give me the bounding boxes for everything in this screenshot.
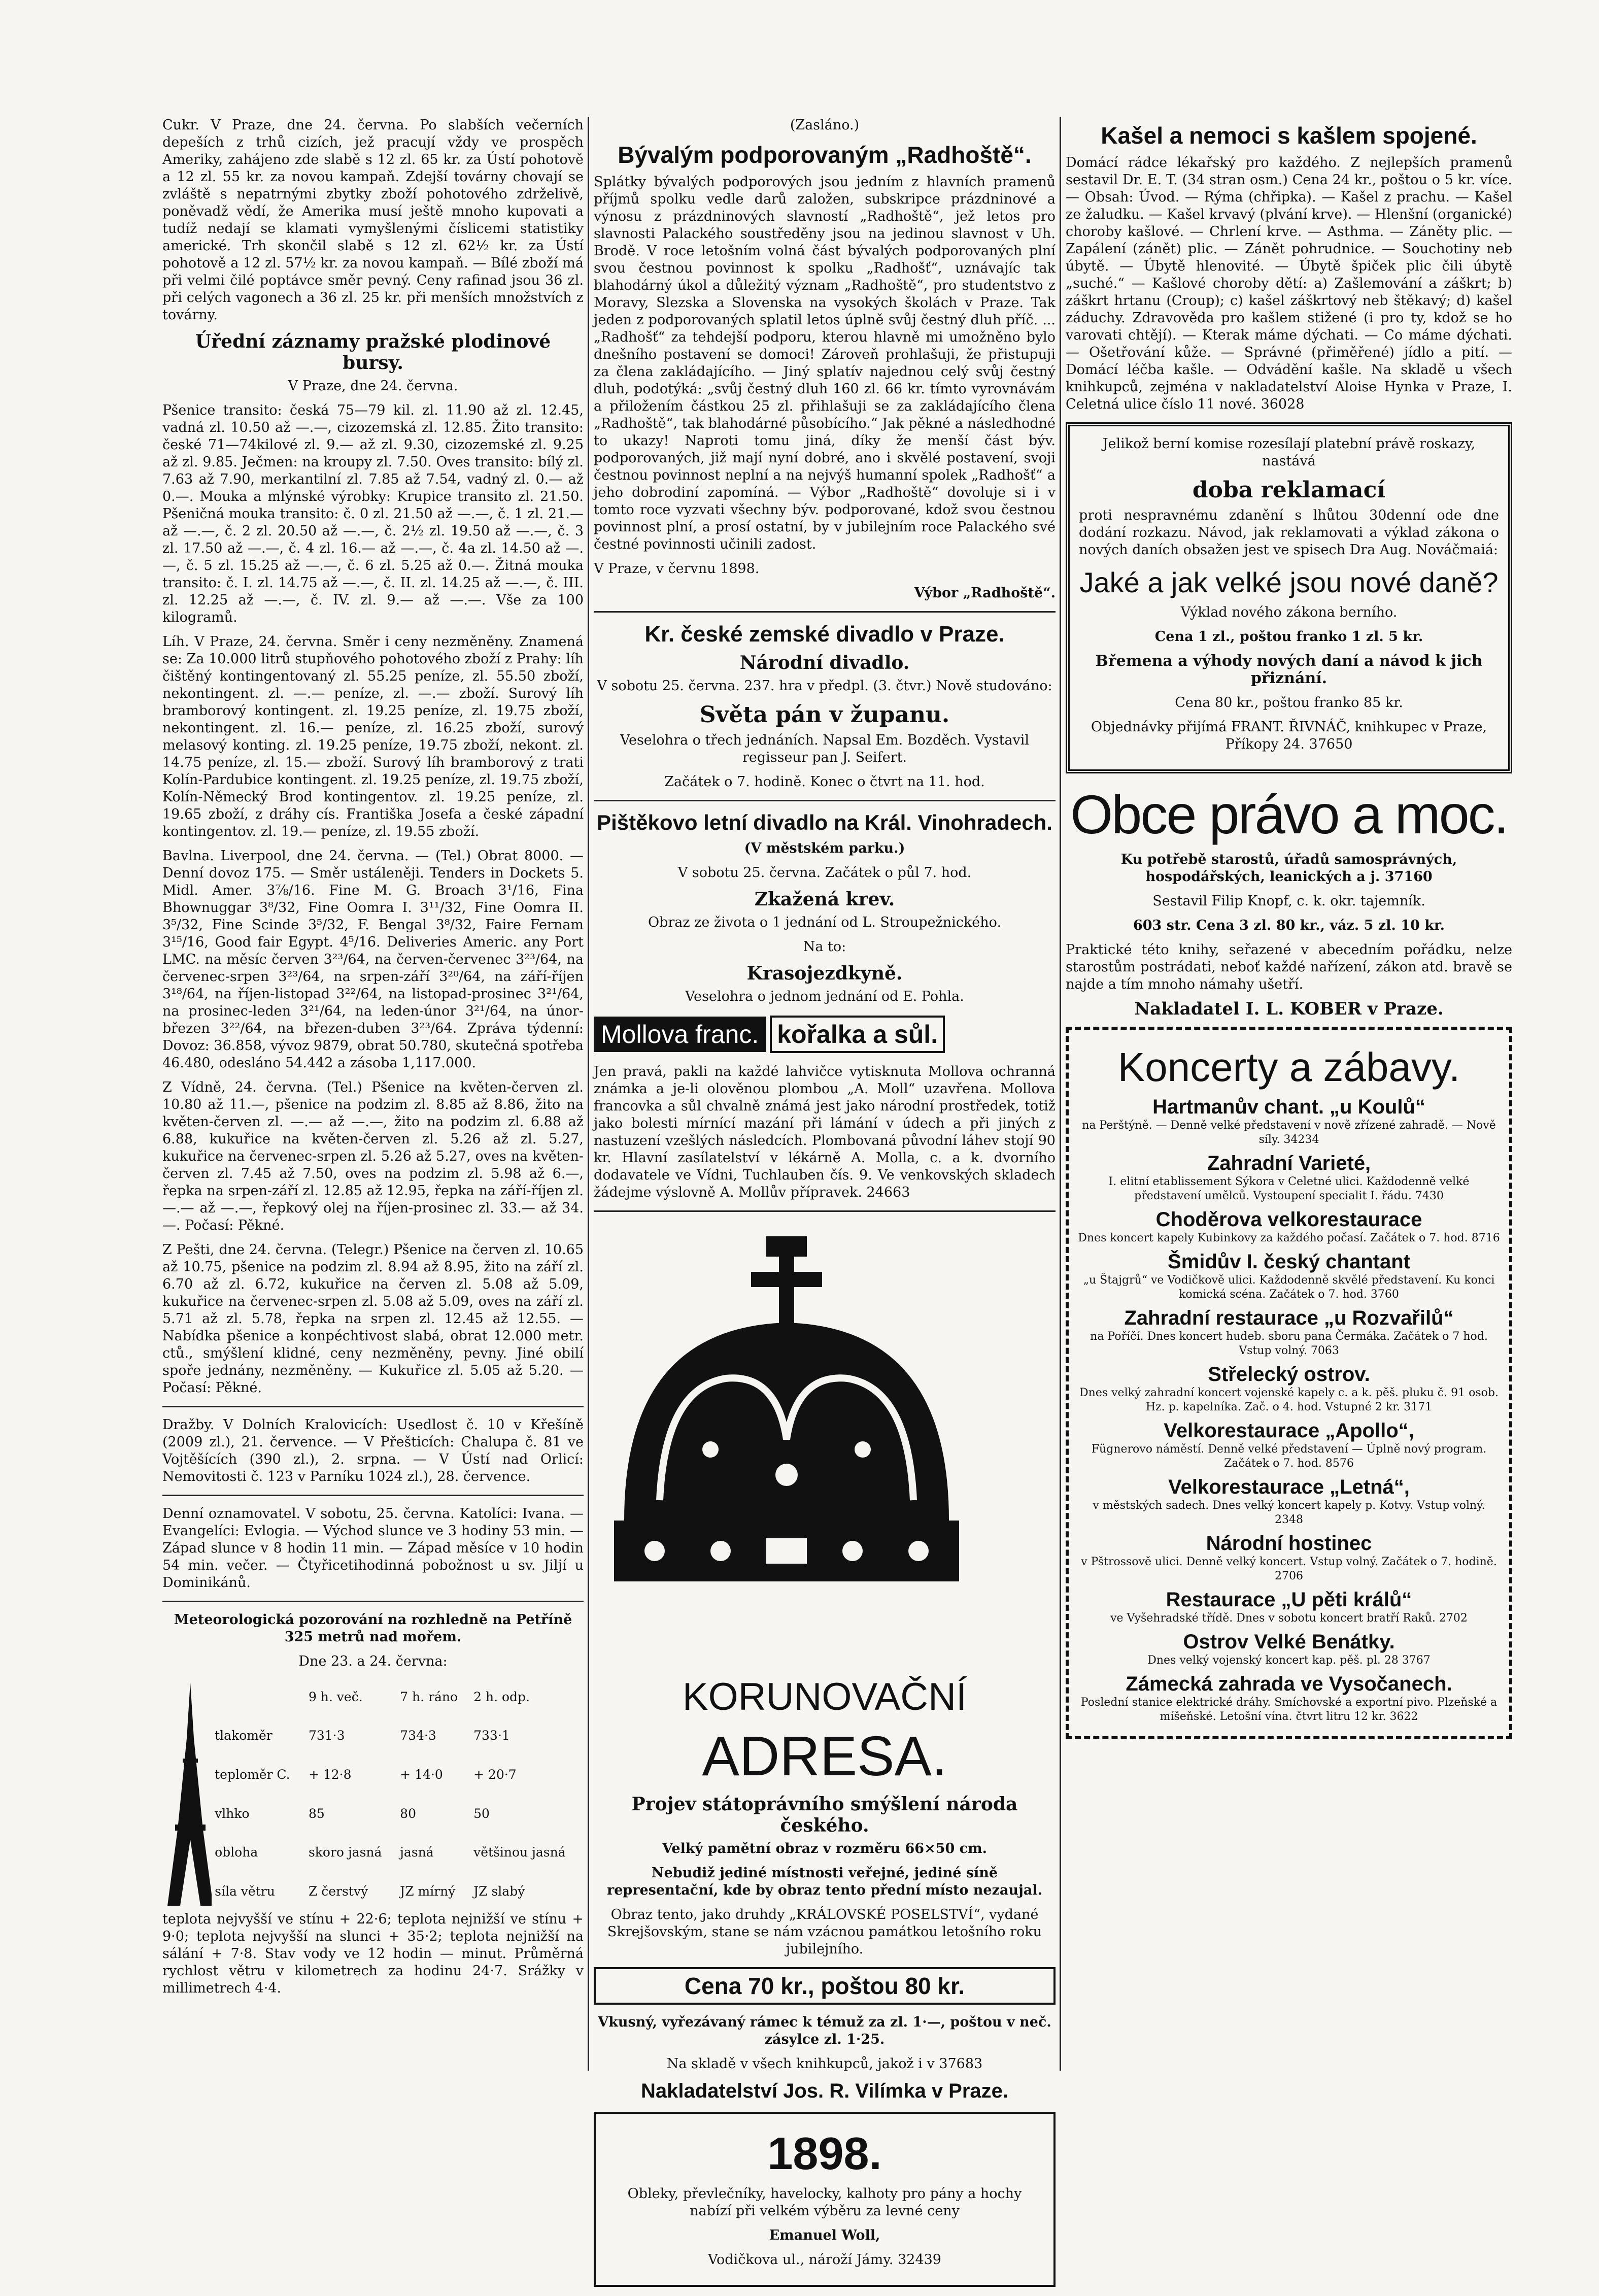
divider: [162, 1601, 584, 1602]
pistek-next: Na to:: [803, 939, 846, 955]
divider: [594, 1210, 1056, 1212]
kasel-title: Kašel a nemoci s kašlem spojené.: [1101, 122, 1477, 149]
meteo-block: [162, 1677, 584, 1911]
dane-cena2: Cena 80 kr., poštou franko 85 kr.: [1175, 695, 1403, 711]
pistek-play: Zkažená krev.: [754, 889, 895, 910]
divider: [594, 800, 1056, 801]
pistek-line: V sobotu 25. června. Začátek o půl 7. hod.: [677, 865, 972, 881]
meteo-row: tlakoměr 731·3 734·3 733·1: [215, 1728, 510, 1743]
adresa-pub: Nakladatelství Jos. R. Vilímka v Praze.: [640, 2080, 1009, 2102]
meteo-header: 9 h. več. 7 h. ráno 2 h. odp.: [308, 1689, 530, 1704]
radhost-title: Bývalým podporovaným „Radhoště“.: [618, 142, 1032, 168]
venue-name: Velkorestaurace „Letná“,: [1168, 1476, 1410, 1498]
adresa-t2: ADRESA.: [702, 1725, 947, 1787]
crown-illustration: [594, 1236, 979, 1652]
venue-desc: Poslední stanice elektrické dráhy. Smíchovské a exportní pivo. Plzeňské a míšeňské. Letošní vína. čtvrt litru 12 kr. 3622: [1080, 1696, 1498, 1723]
venue-desc: Dnes koncert kapely Kubinkovy za každého počasí. Začátek o 7. hod. 8716: [1078, 1232, 1500, 1244]
pistek-desc2: Veselohra o jednom jednání od E. Pohla.: [685, 989, 964, 1004]
venue-desc: Fügnerovo náměstí. Denně velké představení — Úplně nový program. Začátek o 7. hod. 8576: [1091, 1443, 1487, 1470]
venue-name: Velkorestaurace „Apollo“,: [1164, 1420, 1414, 1442]
adresa-t1: KORUNOVAČNÍ: [682, 1675, 967, 1718]
venue-name: Zámecká zahrada ve Vysočanech.: [1126, 1673, 1452, 1695]
venue-desc: „u Štajgrů“ ve Vodičkově ulici. Každodenně skvělé představení. Ku konci komická scéna. Začátek o 7. hod. 3760: [1083, 1274, 1495, 1301]
venue-name: Zahradní restaurace „u Rozvařilů“: [1124, 1307, 1454, 1329]
divadlo-sub: Národní divadlo.: [739, 652, 910, 673]
venue-desc: I. elitní etablissement Sýkora v Celetné ulici. Každodenně velké představení umělců. Vystoupení specialit I. řádu. 7430: [1108, 1175, 1470, 1202]
pistek-play2: Krasojezdkyně.: [746, 963, 903, 984]
obce-auth: Sestavil Filip Knopf, c. k. okr. tajemník.: [1152, 893, 1425, 909]
urední-body: Pšenice transito: česká 75—79 kil. zl. 11.90 až zl. 12.45, vadná zl. 10.50 až —.—, cizozemská zl. 12.85. Žito transito: české 71—74kilové zl. 9.— až zl. 9.30, cizozemské zl. 9.25 až zl. 9.85. Ječmen: na kroupy zl. 7.50. Oves transito: bílý zl. 7.63 až 7.90, merkantilní zl. 7.85 až 7.54, vadný zl. 0.— až 0.—. Mouka a mlýnské výrobky: Krupice transito zl. 21.50. Pšeničná mouka transito: č. 0 zl. 21.50 až —.—, č. 1 zl. 21.— až —.—, č. 2 zl. 20.50 až —.—, č. 2½ zl. 19.50 až —.—, č. 3 zl. 17.50 až —.—, č. 4 zl. 16.— až —.—, č. 4a zl. 14.50 až —.—, č. 5 zl. 15.25 až —.—, č. 6 zl. 5.25 až 0.—. Žitná mouka transito: č. I. zl. 14.75 až —.—, č. II. zl. 14.25 až —.—, č. III. zl. 12.25 až —.—, č. IV. zl. 9.— až —.—. Vše za 100 kilogramů.: [162, 402, 584, 625]
lih-report: Líh. V Praze, 24. června. Směr i ceny nezměněny. Znamená se: Za 10.000 litrů stupňového pohotového zboží z Prahy: líh čištěný kontingentovaný zl. 55.25 peníze, zl. 55.50 zboží, nekontingent. zl. —.— peníze, zl. —.— zboží. Surový líh bramborový kontingent. zl. 19.25 peníze, zl. 19.75 zboží, nekontingent. zl. 16.— peníze, zl. 16.25 zboží, surový melasový konting. zl. 19.25 peníze, 19.75 zboží, nekont. zl. 14.75 peníze, zl. 15.— zboží. Surový líh bramborový z trati Kolín-Pardubice kontingent. zl. 19.25 peníze, zl. 19.75 zboží, Kolín-Německý Brod kontingentov. zl. 19.25 peníze, zl. 19.65 zboží, z dráhy cís. Františka Josefa a české západní kontingentov. zl. 19.— peníze, zl. 19.55 zboží.: [162, 634, 584, 839]
eiffel-tower-icon: [162, 1677, 212, 1911]
meteo-date: Dne 23. a 24. června:: [298, 1653, 448, 1669]
dane-big: Jaké a jak velké jsou nové daně?: [1079, 566, 1499, 598]
venue-desc: Dnes velký vojenský koncert kap. pěš. pl. 28 3767: [1147, 1654, 1431, 1667]
meteo-title: Meteorologická pozorování na rozhledně na Petříně 325 metrů nad mořem.: [174, 1612, 572, 1645]
venue-desc: Dnes velký zahradní koncert vojenské kapely c. a k. pěš. pluku č. 91 osob. Hz. p. kapelníka. Zač. o 4. hod. Vstupné 2 kr. 3171: [1079, 1387, 1499, 1413]
pistek-title: Pištěkovo letní divadlo na Král. Vinohradech.: [597, 811, 1052, 834]
radhost-sign: Výbor „Radhoště“.: [914, 585, 1056, 601]
venue-desc: ve Vyšehradské třídě. Dnes v sobotu koncert bratří Raků. 2702: [1110, 1612, 1468, 1625]
obce-sub: Ku potřebě starostů, úřadů samosprávných, hospodářských, leanických a j. 37160: [1120, 852, 1457, 885]
moll-banner: [594, 1016, 1056, 1053]
woll-ad: [594, 2112, 1056, 2287]
woll-addr: Vodičkova ul., nároží Jámy. 32439: [708, 2252, 941, 2268]
viden-report: Z Vídně, 24. června. (Tel.) Pšenice na květen-červen zl. 10.80 až 11.—, pšenice na podzim zl. 8.85 až 8.86, žito na květen-červen zl. —.— až —.—, žito na podzim zl. 6.88 až 6.88, kukuřice na květen-červen zl. 5.26 až zl. 5.27, kukuřice na červenec-srpen zl. 5.26 až 5.27, oves na květen-červen zl. 7.45 až 7.50, oves na podzim zl. 5.98 až 6.—, řepka na srpen-září zl. 12.85 až 12.95, řepka na září-říjen zl. —.— až —.—, řepkový olej na říjen-prosinec zl. 33.— až 34.—. Počasí: Pěkné.: [162, 1079, 584, 1233]
column-rule-1: [588, 117, 589, 2071]
woll-name: Emanuel Woll,: [769, 2227, 880, 2243]
dane-ad: [1066, 422, 1512, 773]
zaslano: (Zasláno.): [790, 117, 860, 133]
urední-date: V Praze, dne 24. června.: [288, 378, 458, 394]
obce-pub: Nakladatel I. L. KOBER v Praze.: [1134, 999, 1444, 1019]
meteo-table: [212, 1677, 584, 1911]
venue-name: Šmidův I. český chantant: [1168, 1251, 1410, 1273]
dane-body: proti nespravnému zdanění s lhůtou 30denní ode dne dodání rozkazu. Návod, jak reklamovati a výklad zákona o nových daních obsažen jest ve spisech Dra Aug. Nováčmaiá:: [1079, 508, 1499, 558]
divadlo-play: Světa pán v županu.: [699, 702, 950, 728]
adresa-price: Cena 70 kr., poštou 80 kr.: [594, 1967, 1056, 2005]
woll-year: 1898.: [767, 2129, 882, 2179]
dane-cena: Cena 1 zl., poštou franko 1 zl. 5 kr.: [1154, 629, 1423, 645]
pistek-desc: Obraz ze života o 1 jednání od L. Stroupežnického.: [648, 915, 1002, 930]
divider: [594, 611, 1056, 613]
adresa-l3: Nebudiž jediné místnosti veřejné, jediné síně representační, kde by obraz tento přední místo nezaujal.: [607, 1865, 1042, 1898]
meteo-row: teploměr C. + 12·8 + 14·0 + 20·7: [215, 1767, 517, 1782]
obce-big: Obce právo a moc.: [1070, 784, 1508, 845]
divadlo-title: Kr. české zemské divadlo v Praze.: [644, 622, 1005, 647]
kasel-body: Domácí rádce lékařský pro každého. Z nejlepších pramenů sestavil Dr. E. T. (34 stran osm.) Cena 24 kr., poštou o 5 kr. více. — Obsah: Úvod. — Rýma (chřipka). — Kašel z prachu. — Kašel ze žaludku. — Kašel krvavý (plvání krve). — Hlenšní (organické) choroby kašlové. — Chrlení krve. — Asthma. — Záněty plic. — Zapálení (zánět) plic. — Zánět pohrudnice. — Souchotiny neb úbytě. — Úbytě hlenovité. — Úbytě špiček plic čili úbytě „suché.“ — Kašlové choroby dětí: a) Zašlemování a záškrt; b) záškrt hrtanu (Croup); c) kašel záškrtový neb štěkavý; d) kašel záduchy. Zdravověda pro kašlem stižené (i pro ty, kdož se ho varovati chtějí). — Kterak máme dýchati. — Co máme dýchati. — Ošetřování kůže. — Správné (přiměřené) jídlo a pití. — Domácí léčba kašle. — Odvádění kašle. Na skladě u všech knihkupců, zejména v nakladatelství Aloise Hynka v Praze, I. Celetná ulice číslo 11 nové. 36028: [1066, 155, 1512, 412]
divider: [162, 1495, 584, 1496]
koncerty-title: Koncerty a zábavy.: [1117, 1044, 1460, 1090]
moll-left: Mollova franc.: [594, 1017, 766, 1052]
meteo-row: obloha skoro jasná jasná většinou jasná: [215, 1845, 566, 1860]
venue-name: Restaurace „U pěti králů“: [1166, 1589, 1412, 1611]
bavlna-report: Bavlna. Liverpool, dne 24. června. — (Tel.) Obrat 8000. — Denní dovoz 175. — Směr ustáleněji. Tenders in Dockets 5. Midl. Amer. 3⅞/16. Fine M. G. Broach 3¹/16, Fina Bhownuggar 3⁸/32, Fine Oomra I. 3¹¹/32, Fine Oomra II. 3⁵/32, Fine Scinde 3⁵/32, F. Bengal 3⁸/32, Faire Fernam 3¹⁵/16, Good fair Egypt. 4⁵/16. Deliveries Americ. any Port LMC. na měsíc červen 3²³/64, na červen-červenec 3²³/64, na červenec-srpen 3²³/64, na srpen-září 3²⁰/64, na září-říjen 3¹⁸/64, na říjen-listopad 3²²/64, na listopad-prosinec 3²¹/64, na prosinec-leden 3²¹/64, na leden-únor 3²¹/64, na únor-březen 3²²/64, na březen-duben 3²³/64. Zpráva týdenní: Dovoz: 36.858, vývoz 9879, obrat 50.780, skutečná spotřeba 46.480, odesláno 54.442 a zásoba 1,117.000.: [162, 848, 584, 1071]
meteo-row: vlhko 85 80 50: [215, 1806, 490, 1821]
dane-obj: Objednávky přijímá FRANT. ŘIVNÁČ, knihkupec v Praze, Příkopy 24. 37650: [1091, 719, 1487, 752]
pistek-sub: (V městském parku.): [744, 840, 905, 856]
column-middle: [594, 117, 1056, 2296]
pest-report: Z Pešti, dne 24. června. (Telegr.) Pšenice na červen zl. 10.65 až 10.75, pšenice na podzim zl. 8.94 až 8.95, žito na září zl. 6.70 až zl. 6.72, kukuřice na červen zl. 5.08 až 5.09, kukuřice na červenec-srpen zl. 5.08 až 5.09, oves na září zl. 5.71 až zl. 5.78, řepka na srpen zl. 12.45 až 12.55. — Nabídka pšenice a konpéchtivost slabá, obrat 12.000 metr. ctů., smýšlení klidné, ceny nezměněny, pevny. Jiné obilí spoře jednány, nezměněny. — Kukuřice zl. 5.05 až 5.20. — Počasí: Pěkné.: [162, 1242, 584, 1396]
adresa-l4: Obraz tento, jako druhdy „KRÁLOVSKÉ POSELSTVÍ“, vydané Skrejšovským, stane se nám vzácnou památkou letošního roku jubilejního.: [607, 1907, 1042, 1957]
venue-name: Choděrova velkorestaurace: [1155, 1208, 1422, 1231]
venue-name: Hartmanův chant. „u Koulů“: [1152, 1096, 1425, 1118]
venue-desc: na Poříčí. Dnes koncert hudeb. sboru pana Čermáka. Začátek o 7 hod. Vstup volný. 7063: [1090, 1330, 1488, 1357]
dane-vyklad: Výklad nového zákona berního.: [1180, 604, 1398, 620]
venue-desc: na Perštýně. — Denně velké představení v nově zřízené zahradě. — Nově síly. 34234: [1082, 1119, 1496, 1146]
dane-intro: Jelikož berní komise rozesílají platební právě roskazy, nastává: [1102, 436, 1476, 469]
column-left: [162, 117, 584, 2004]
meteo-row: síla větru Z čerstvý JZ mírný JZ slabý: [215, 1884, 525, 1899]
venue-name: Střelecký ostrov.: [1208, 1363, 1370, 1386]
obce-price: 603 str. Cena 3 zl. 80 kr., váz. 5 zl. 10 kr.: [1133, 918, 1445, 933]
venue-name: Ostrov Velké Benátky.: [1183, 1631, 1395, 1653]
moll-body: Jen pravá, pakli na každé lahvičce vytisknuta Mollova ochranná známka a je-li olověnou plombou „A. Moll“ uzavřena. Mollova francovka a sůl chvalně známá jest jako národní prostředek, totiž jako bolesti mírnící mazání při lámání v údech a při jiných z nastuzení vzešlých následcích. Plombovaná původní láhev stojí 90 kr. Hlavní zasílatelství v lékárně A. Molla, c. a k. dvorního dodavatele ve Vídni, Tuchlauben čís. 9. Ve venkovských skladech žádejme výslovně A. Mollův přípravek. 24663: [594, 1064, 1056, 1200]
column-rule-2: [1060, 117, 1061, 2071]
venue-name: Národní hostinec: [1206, 1532, 1372, 1555]
adresa-shop: Na skladě v všech knihkupců, jakož i v 37683: [666, 2056, 983, 2072]
divider: [162, 1406, 584, 1407]
urední-title: Úřední záznamy pražské plodinové bursy.: [195, 331, 551, 374]
column-right: [1066, 117, 1512, 1748]
obce-body: Praktické této knihy, seřazené v abecedním pořádku, nelze starostům postrádati, neboť každé nařízení, zákon atd. bravě se najde a tím mnoho námahy ušetří.: [1066, 942, 1512, 992]
radhost-date: V Praze, v červnu 1898.: [594, 561, 760, 577]
cukr-report: Cukr. V Praze, dne 24. června. Po slabších večerních depeších z trhů cizích, jež pracují vždy ve prospěch Ameriky, zahájeno zde slabě s 12 zl. 65 kr. za Ústí pohotově a 12 zl. 55 kr. za novou kampaň. Zdejší továrny chovají se zvláště s nepatrnými zbytky zboží pohotového zdrželivě, poněvadž vědí, že Amerika musí ještě mnoho kupovati a tudíž nedají se klamati vymyšlenými číslicemi statistiky americké. Trh skončil slabě s 12 zl. 62½ kr. za Ústí pohotově a 12 zl. 57½ kr. za novou kampaň. — Bílé zboží má při velmi čilé poptávce směr pevný. Ceny rafinad jsou 36 zl. při celých vagonech a 36 zl. 25 kr. při menších množstvích z továrny.: [162, 117, 584, 323]
radhost-body: Splátky bývalých podporových jsou jedním z hlavních pramenů příjmů spolku vedle darů založen, subskripce prázdninové a výnosu z prázdninových slavností „Radhoště“, jež letos pro slavnosti Palackého soustředěny jsou na jedinou slavnost v Uh. Brodě. V roce letošním volná část bývalých podporovaných plní svou čestnou povinnost k spolku „Radhošť“, uznávajíc tak blahodárný úkol a důležitý význam „Radhoště“, pro studentstvo z Moravy, Slezska a Slovenska na vysokých školách v Praze. Tak jeden z podporovaných splatil letos úplně svůj čestný dluh příč. ... „Radhošť“ za tehdejší podporu, kterou hlavně mi umožněno bylo dnešního postavení se domoci! Zároveň prohlašuji, že přistupuji za člena zakládajícího. — Jiný splatív najednou celý svůj čestný dluh, podotýká: „svůj čestný dluh 160 zl. 66 kr. tímto vyrovnávám a přiložením částkou 25 zl. přihlašuji se za zakládajícího člena „Radhoště“, tak blahodárné působícího.“ Jak pěkné a následhodné to ukazy! Naproti tomu jiná, díky že menší část býv. podporovaných, již mají nyní dobré, ano i skvělé postavení, svoji čestnou povinnost neplní a na nejvýš humanní spolek „Radhošť“ a jeho dobrodiní zapomíná. — Výbor „Radhoště“ dovoluje si i v tomto roce vyzvati všechny býv. podporované, kdož svou čestnou povinnost plní, a prosí ostatní, by v jubilejním roce Palackého své čestné povinnosti učinili zadost.: [594, 174, 1056, 552]
adresa-frame: Vkusný, vyřezávaný rámec k témuž za zl. 1·—, poštou v neč. zásylce zl. 1·25.: [598, 2014, 1051, 2047]
divadlo-line: V sobotu 25. června. 237. hra v předpl. (3. čtvr.) Nově studováno:: [597, 678, 1052, 694]
divadlo-desc: Veselohra o třech jednáních. Napsal Em. Bozděch. Vystavil regisseur pan J. Seifert.: [620, 732, 1030, 765]
moll-right: kořalka a sůl.: [770, 1016, 945, 1053]
adresa-l2: Velký pamětní obraz v rozměru 66×50 cm.: [662, 1841, 988, 1856]
woll-body: Obleky, převlečníky, havelocky, kalhoty pro pány a hochy nabízí při velkém výběru za levné ceny: [627, 2186, 1022, 2219]
dane-doba: doba reklamací: [1192, 477, 1386, 503]
meteo-notes: teplota nejvyšší ve stínu + 22·6; teplota nejnižší ve stínu + 9·0; teplota nejvyšší na slunci + 35·2; teplota nejnižší na sálání + 7·8. Stav vody ve 12 hodin — minut. Průměrná rychlost větru v kilometrech za hodinu 24·7. Srážky v millimetrech 4·4.: [162, 1911, 584, 1996]
venue-desc: v Pštrossově ulici. Denně velký koncert. Vstup volný. Začátek o 7. hodině. 2706: [1081, 1556, 1497, 1582]
dane-bremena: Břemena a výhody nových daní a návod k jich přiznání.: [1095, 652, 1483, 687]
divadlo-time: Začátek o 7. hodině. Konec o čtvrt na 11. hod.: [664, 774, 985, 790]
adresa-l1: Projev státoprávního smýšlení národa českého.: [631, 1794, 1018, 1836]
venue-name: Zahradní Varieté,: [1207, 1152, 1371, 1174]
drazby: Dražby. V Dolních Kralovicích: Usedlost č. 10 v Křešíně (2009 zl.), 21. července. — V Přešticích: Chalupa č. 81 ve Vojtěšících (390 zl.), 2. srpna. — V Ústí nad Orlicí: Nemovitosti č. 123 v Parníku 1024 zl.), 28. července.: [162, 1417, 584, 1484]
venue-desc: v městských sadech. Dnes velký koncert kapely p. Kotvy. Vstup volný. 2348: [1093, 1499, 1485, 1526]
denni-oznamovatel: Denní oznamovatel. V sobotu, 25. června. Katolíci: Ivana. — Evangelíci: Evlogia. — Východ slunce ve 3 hodiny 53 min. — Západ slunce v 8 hodin 11 min. — Západ měsíce v 10 hodin 54 min. večer. — Čtyřicetihodinná pobožnost u sv. Jiljí u Dominikánů.: [162, 1506, 584, 1591]
koncerty-box: [1066, 1027, 1512, 1739]
